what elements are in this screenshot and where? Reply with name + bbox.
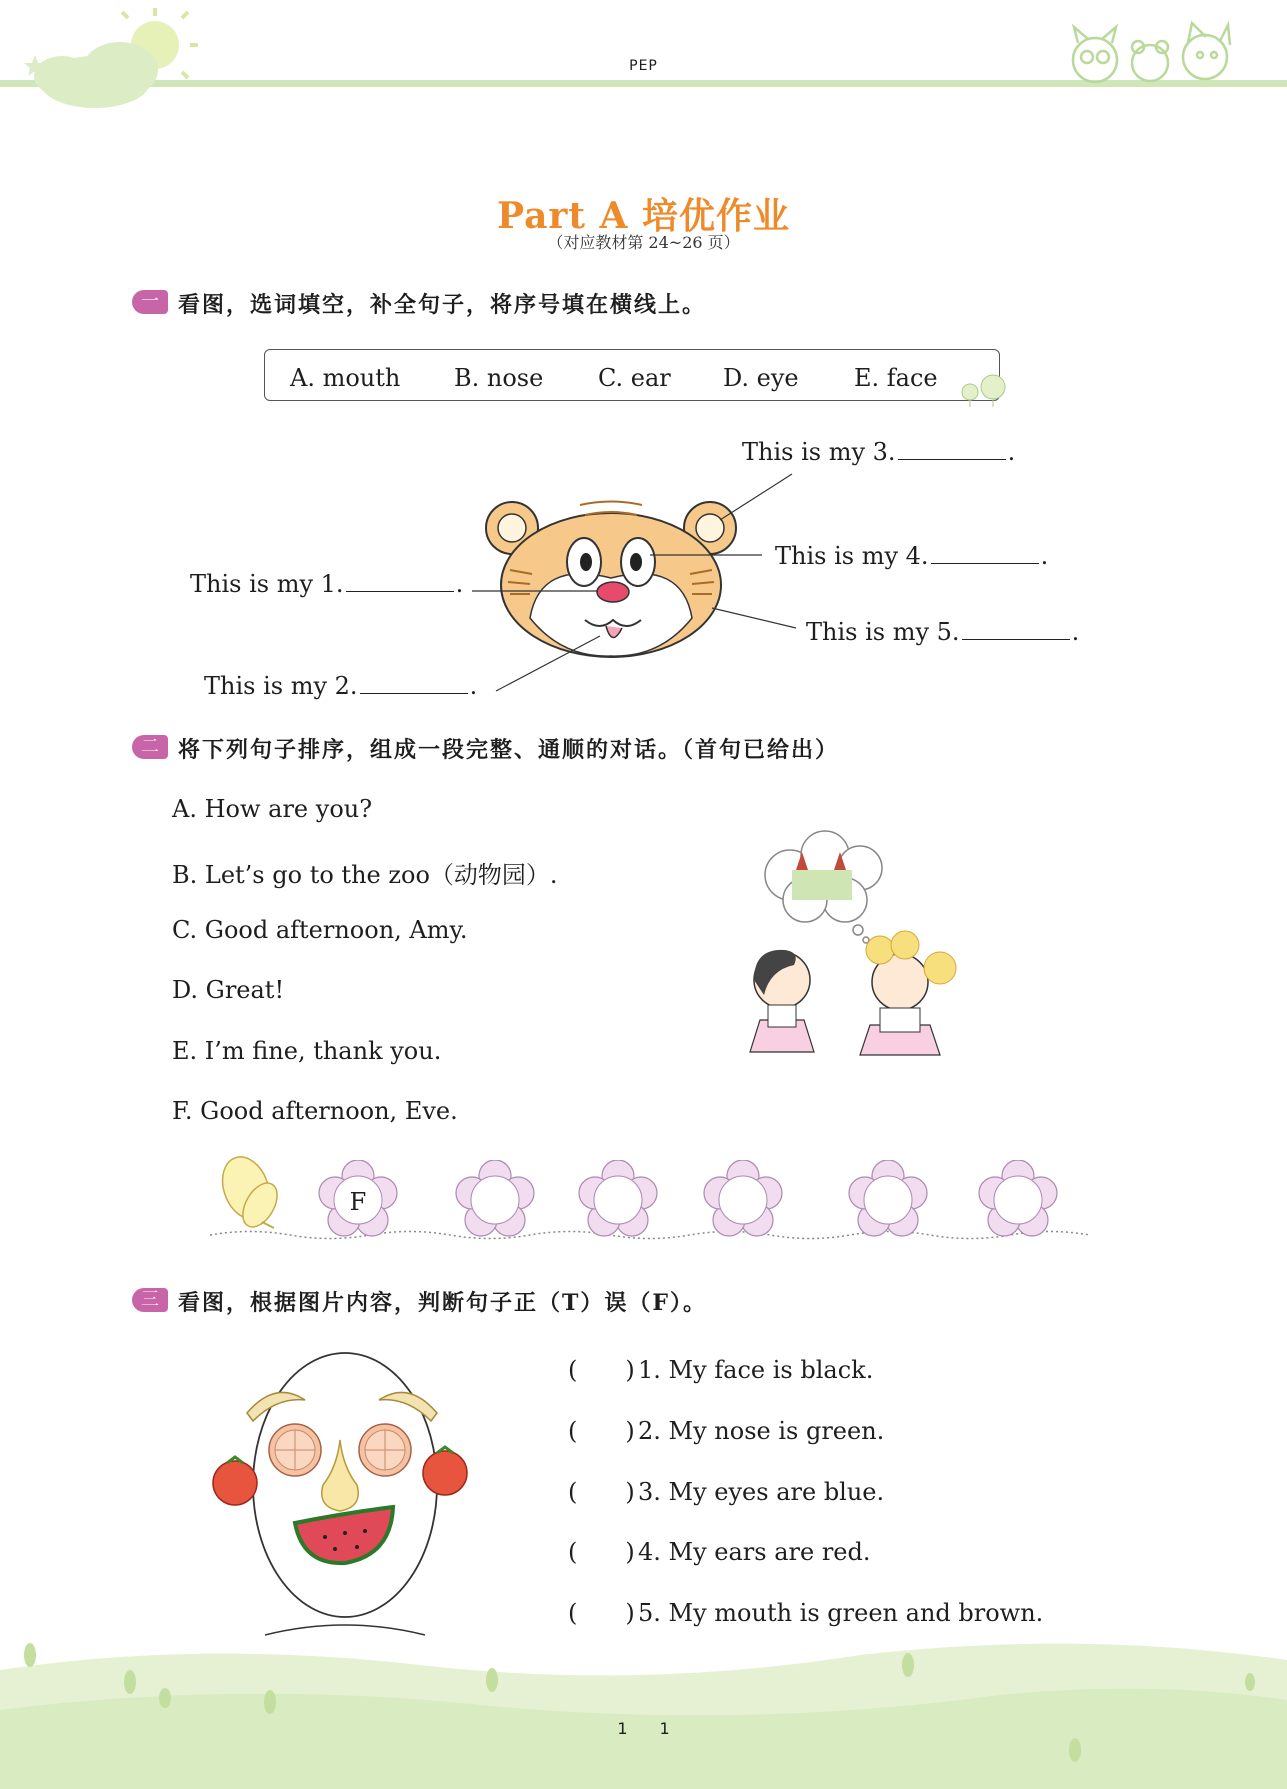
- sentence-1: This is my 1. .: [190, 570, 464, 598]
- tf-answer-box[interactable]: ( ): [568, 1599, 635, 1627]
- sentence-4: This is my 4. .: [775, 542, 1049, 570]
- section-3-instruction: 看图，根据图片内容，判断句子正（T）误（F）。: [178, 1290, 707, 1316]
- answer-blank[interactable]: [962, 619, 1070, 640]
- two-girls-illustration: [730, 830, 980, 1080]
- tf-item-4: ( ) 4. My ears are red.: [568, 1532, 871, 1567]
- flower-slot-6[interactable]: [978, 1160, 1058, 1240]
- word-option: D. eye: [723, 364, 799, 392]
- word-option: A. mouth: [290, 364, 401, 392]
- section-1-instruction: 看图，选词填空，补全句子，将序号填在横线上。: [178, 292, 707, 318]
- flower-slot-answer: F: [349, 1188, 367, 1216]
- section-2-instruction: 将下列句子排序，组成一段完整、通顺的对话。（首句已给出）: [178, 737, 840, 763]
- sentence-5: This is my 5. .: [806, 618, 1080, 646]
- dialogue-option-f: F. Good afternoon, Eve.: [172, 1097, 458, 1125]
- tf-item-3: ( ) 3. My eyes are blue.: [568, 1472, 884, 1507]
- footer-hills-illustration: [0, 1630, 1287, 1789]
- tf-item-2: ( ) 2. My nose is green.: [568, 1411, 884, 1446]
- dialogue-option-c: C. Good afternoon, Amy.: [172, 916, 468, 944]
- sentence-3: This is my 3. .: [742, 438, 1016, 466]
- answer-blank[interactable]: [898, 439, 1006, 460]
- answer-blank[interactable]: [360, 673, 468, 694]
- label-leader-lines: [0, 0, 1287, 720]
- answer-blank[interactable]: [931, 543, 1039, 564]
- dialogue-option-e: E. I’m fine, thank you.: [172, 1037, 442, 1065]
- dialogue-option-d: D. Great!: [172, 976, 285, 1004]
- page-title: Part A 培优作业: [496, 195, 791, 237]
- tf-answer-box[interactable]: ( ): [568, 1538, 635, 1566]
- flower-slot-5[interactable]: [848, 1160, 928, 1240]
- fruit-face-illustration: [205, 1345, 485, 1645]
- flower-slot-3[interactable]: [578, 1160, 658, 1240]
- dialogue-option-a: A. How are you?: [172, 795, 373, 823]
- answer-blank[interactable]: [346, 571, 454, 592]
- tf-answer-box[interactable]: ( ): [568, 1478, 635, 1506]
- sentence-2: This is my 2. .: [204, 672, 478, 700]
- tf-answer-box[interactable]: ( ): [568, 1356, 635, 1384]
- tf-item-5: ( ) 5. My mouth is green and brown.: [568, 1593, 1043, 1628]
- page-number: 1 1: [617, 1719, 670, 1738]
- section-badge-1: 一: [132, 290, 168, 314]
- tf-item-1: ( ) 1. My face is black.: [568, 1350, 873, 1385]
- word-option: B. nose: [454, 364, 544, 392]
- page-subtitle: （对应教材第 24~26 页）: [547, 233, 740, 252]
- flower-slot-2[interactable]: [455, 1160, 535, 1240]
- running-head: PEP: [629, 58, 658, 74]
- dialogue-option-b: B. Let’s go to the zoo（动物园）.: [172, 861, 558, 889]
- tf-answer-box[interactable]: ( ): [568, 1417, 635, 1445]
- section-badge-2: 二: [132, 735, 168, 759]
- flower-slot-4[interactable]: [703, 1160, 783, 1240]
- section-badge-3: 三: [132, 1288, 168, 1312]
- word-option: C. ear: [598, 364, 671, 392]
- word-option: E. face: [854, 364, 938, 392]
